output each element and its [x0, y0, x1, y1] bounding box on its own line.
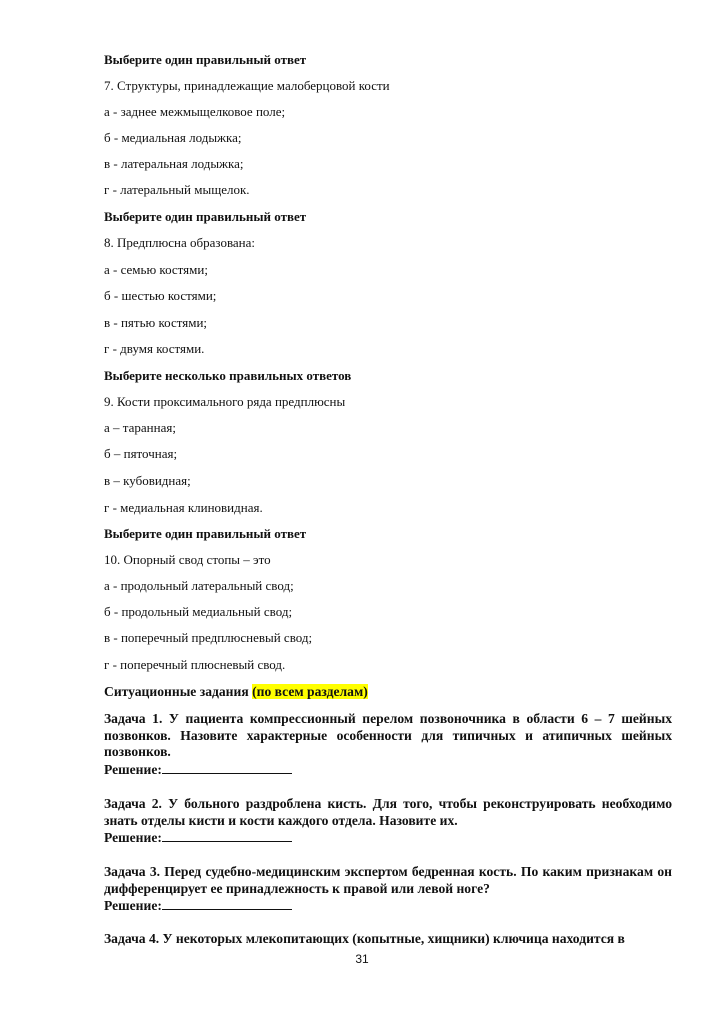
task-1 — [104, 711, 672, 778]
answer-label: Решение: — [104, 898, 162, 913]
answer-blank — [162, 897, 292, 910]
task-2 — [104, 796, 672, 847]
page-number: 31 — [355, 952, 369, 966]
answer-option: а - заднее межмыщелковое поле; — [104, 104, 286, 119]
situational-heading — [104, 684, 368, 700]
instruction-heading: Выберите один правильный ответ — [104, 526, 307, 541]
answer-blank — [162, 761, 292, 774]
answer-line — [104, 897, 672, 915]
answer-option: б – пяточная; — [104, 446, 178, 461]
question-9: 9. Кости проксимального ряда предплюсны — [104, 394, 346, 409]
task-text: Задача 4. У некоторых млекопитающих (копытные, хищники) ключица находится в — [104, 931, 625, 946]
answer-blank — [162, 829, 292, 842]
answer-option: а - семью костями; — [104, 262, 208, 277]
answer-option: а - продольный латеральный свод; — [104, 578, 294, 593]
answer-option: б - медиальная лодыжка; — [104, 130, 242, 145]
question-10: 10. Опорный свод стопы – это — [104, 552, 271, 567]
answer-line — [104, 761, 672, 779]
answer-line — [104, 829, 672, 847]
answer-label: Решение: — [104, 830, 162, 845]
task-4 — [104, 931, 672, 948]
task-text: Задача 2. У больного раздроблена кисть. Для того, чтобы реконструировать необходимо знать отделы кисти и кости каждого отдела. Назовите их. — [104, 796, 672, 828]
answer-option: б - шестью костями; — [104, 288, 217, 303]
question-8: 8. Предплюсна образована: — [104, 235, 256, 250]
answer-option: а – таранная; — [104, 420, 176, 435]
highlighted-text: (по всем разделам) — [252, 684, 368, 699]
task-3 — [104, 864, 672, 915]
answer-option: в - латеральная лодыжка; — [104, 156, 244, 171]
answer-option: г - двумя костями. — [104, 341, 205, 356]
situational-heading-text: Ситуационные задания — [104, 684, 253, 699]
instruction-heading: Выберите один правильный ответ — [104, 52, 307, 67]
task-text: Задача 1. У пациента компрессионный перелом позвоночника в области 6 – 7 шейных позвонков. Назовите характерные особенности для типичных и атипичных шейных позвонков. — [104, 711, 672, 759]
answer-option: в - поперечный предплюсневый свод; — [104, 630, 313, 645]
answer-option: б - продольный медиальный свод; — [104, 604, 293, 619]
answer-option: в - пятью костями; — [104, 315, 208, 330]
instruction-heading: Выберите один правильный ответ — [104, 209, 307, 224]
instruction-heading: Выберите несколько правильных ответов — [104, 368, 352, 383]
task-text: Задача 3. Перед судебно-медицинским экспертом бедренная кость. По каким признакам он дифференцирует ее принадлежность к правой или левой ноге? — [104, 864, 672, 896]
answer-option: г - медиальная клиновидная. — [104, 500, 263, 515]
answer-option: г - поперечный плюсневый свод. — [104, 657, 286, 672]
answer-option: в – кубовидная; — [104, 473, 191, 488]
answer-option: г - латеральный мыщелок. — [104, 182, 250, 197]
question-7: 7. Структуры, принадлежащие малоберцовой кости — [104, 78, 390, 93]
answer-label: Решение: — [104, 761, 162, 777]
